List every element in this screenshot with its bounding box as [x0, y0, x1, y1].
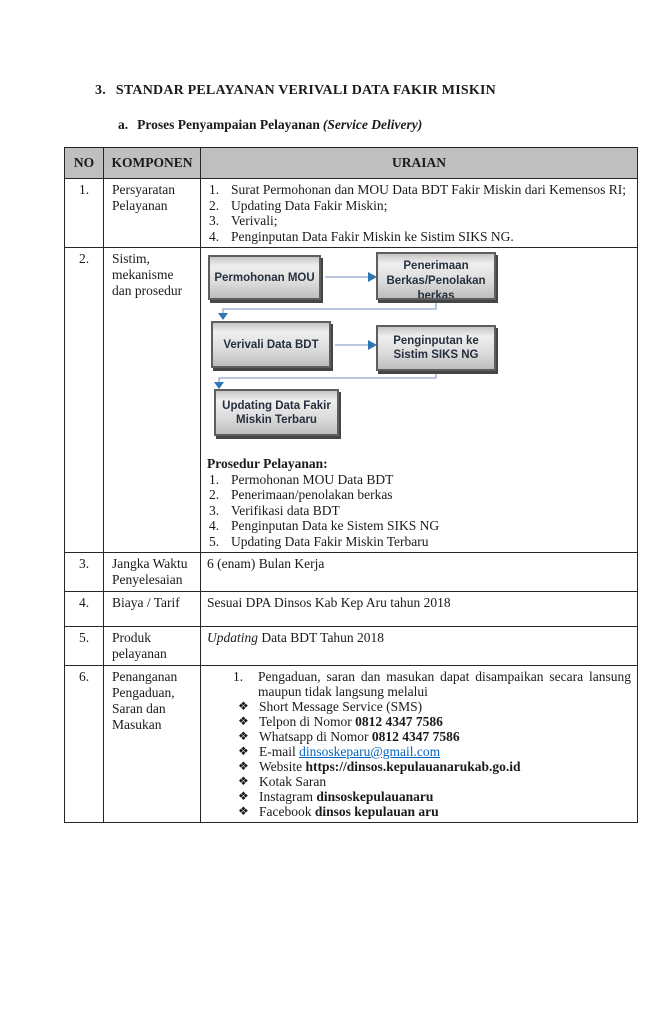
service-standard-table: [64, 147, 638, 823]
email-link[interactable]: dinsoskeparu@gmail.com: [299, 744, 441, 759]
arrowhead-down-icon: [214, 382, 224, 389]
row5-uraian: Updating Data BDT Tahun 2018: [201, 627, 638, 666]
list-item: 4. Penginputan Data Fakir Miskin ke Sistim SIKS NG.: [209, 228, 514, 244]
section-label-italic: (Service Delivery): [322, 117, 423, 132]
website-url: https://dinsos.kepulauanarukab.go.id: [305, 759, 521, 774]
diamond-bullet-icon: ❖: [238, 699, 249, 713]
row4-uraian: Sesuai DPA Dinsos Kab Kep Aru tahun 2018: [201, 592, 638, 627]
title-number: 3.: [95, 83, 106, 98]
contact-sms: ❖ Short Message Service (SMS): [238, 699, 423, 714]
row3-no: 3.: [65, 553, 104, 592]
row2-komponen: Sistim, mekanisme dan prosedur: [104, 248, 201, 553]
table-row-biaya-tarif: [65, 592, 638, 627]
col-header-komponen: KOMPONEN: [104, 148, 201, 179]
flow-box-penerimaan-berkas: Penerimaan Berkas/Penolakan berkas: [376, 252, 496, 300]
page-title: [95, 83, 496, 99]
prosedur-list: [207, 472, 631, 550]
row3-komponen: Jangka Waktu Penyelesaian: [104, 553, 201, 592]
prosedur-heading: Prosedur Pelayanan:: [207, 456, 328, 471]
facebook-name: dinsos kepulauan aru: [314, 804, 439, 819]
diamond-bullet-icon: ❖: [238, 789, 249, 803]
contact-email: ❖ E-mail dinsoskeparu@gmail.com: [238, 744, 441, 759]
section-label: Proses Penyampaian Pelayanan (Service Delivery): [137, 117, 423, 132]
row5-no: 5.: [65, 627, 104, 666]
section-heading: [118, 117, 422, 133]
row3-uraian: 6 (enam) Bulan Kerja: [201, 553, 638, 592]
contact-telpon: ❖ Telpon di Nomor 0812 4347 7586: [238, 714, 443, 729]
diamond-bullet-icon: ❖: [238, 804, 249, 818]
table-row-sistim-mekanisme: [65, 248, 638, 553]
table-header-row: [65, 148, 638, 179]
col-header-no: NO: [65, 148, 104, 179]
contact-whatsapp: ❖ Whatsapp di Nomor 0812 4347 7586: [238, 729, 460, 744]
row4-komponen: Biaya / Tarif: [104, 592, 201, 627]
table-row-persyaratan: [65, 179, 638, 248]
contact-channel-list: [238, 699, 631, 819]
contact-facebook: ❖ Facebook dinsos kepulauan aru: [238, 804, 439, 819]
phone-number: 0812 4347 7586: [355, 714, 443, 729]
instagram-handle: dinsoskepulauanaru: [316, 789, 434, 804]
flow-box-updating-data-fakir: Updating Data Fakir Miskin Terbaru: [214, 389, 339, 436]
diamond-bullet-icon: ❖: [238, 774, 249, 788]
contact-kotak-saran: ❖ Kotak Saran: [238, 774, 327, 789]
row5-komponen: Produk pelayanan: [104, 627, 201, 666]
list-item: 3. Verivali;: [209, 213, 278, 228]
flowchart: [201, 248, 638, 450]
diamond-bullet-icon: ❖: [238, 744, 249, 758]
row4-no: 4.: [65, 592, 104, 627]
list-item: 1. Surat Permohonan dan MOU Data BDT Fakir Miskin dari Kemensos RI;: [209, 182, 626, 197]
col-header-uraian: URAIAN: [201, 148, 638, 179]
table-row-penanganan-pengaduan: [65, 666, 638, 823]
section-letter: a.: [118, 117, 129, 132]
list-item: 4. Penginputan Data ke Sistem SIKS NG: [209, 518, 440, 533]
flow-box-permohonan-mou: Permohonan MOU: [208, 255, 321, 300]
arrowhead-down-icon: [218, 313, 228, 320]
contact-website: ❖ Website https://dinsos.kepulauanarukab.go.id: [238, 759, 521, 774]
table-row-produk-pelayanan: [65, 627, 638, 666]
row1-no: 1.: [65, 179, 104, 248]
pengaduan-intro: 1. Pengaduan, saran dan masukan dapat disampaikan secara lansung maupun tidak langsung melalui: [233, 669, 631, 699]
diamond-bullet-icon: ❖: [238, 759, 249, 773]
list-item: 3. Verifikasi data BDT: [209, 502, 340, 518]
contact-instagram: ❖ Instagram dinsoskepulauanaru: [238, 789, 434, 804]
list-item: 1. Permohonan MOU Data BDT: [209, 471, 394, 487]
list-item: 2. Updating Data Fakir Miskin;: [209, 197, 388, 213]
diamond-bullet-icon: ❖: [238, 729, 249, 743]
list-item: 2. Penerimaan/penolakan berkas: [209, 487, 393, 502]
flow-box-verivali-data-bdt: Verivali Data BDT: [211, 321, 331, 368]
row2-no: 2.: [65, 248, 104, 553]
row6-no: 6.: [65, 666, 104, 823]
flow-box-penginputan-siks-ng: Penginputan ke Sistim SIKS NG: [376, 325, 496, 371]
diamond-bullet-icon: ❖: [238, 714, 249, 728]
row6-komponen: Penanganan Pengaduan, Saran dan Masukan: [104, 666, 201, 823]
connector-penerimaan-to-verivali: [223, 302, 436, 313]
list-item: 5. Updating Data Fakir Miskin Terbaru: [209, 533, 429, 549]
connector-penginputan-to-updating: [219, 373, 436, 382]
persyaratan-list: [207, 182, 631, 244]
table-row-jangka-waktu: [65, 553, 638, 592]
row1-komponen: Persyaratan Pelayanan: [104, 179, 201, 248]
whatsapp-number: 0812 4347 7586: [371, 729, 460, 744]
title-text: STANDAR PELAYANAN VERIVALI DATA FAKIR MISKIN: [115, 83, 496, 98]
